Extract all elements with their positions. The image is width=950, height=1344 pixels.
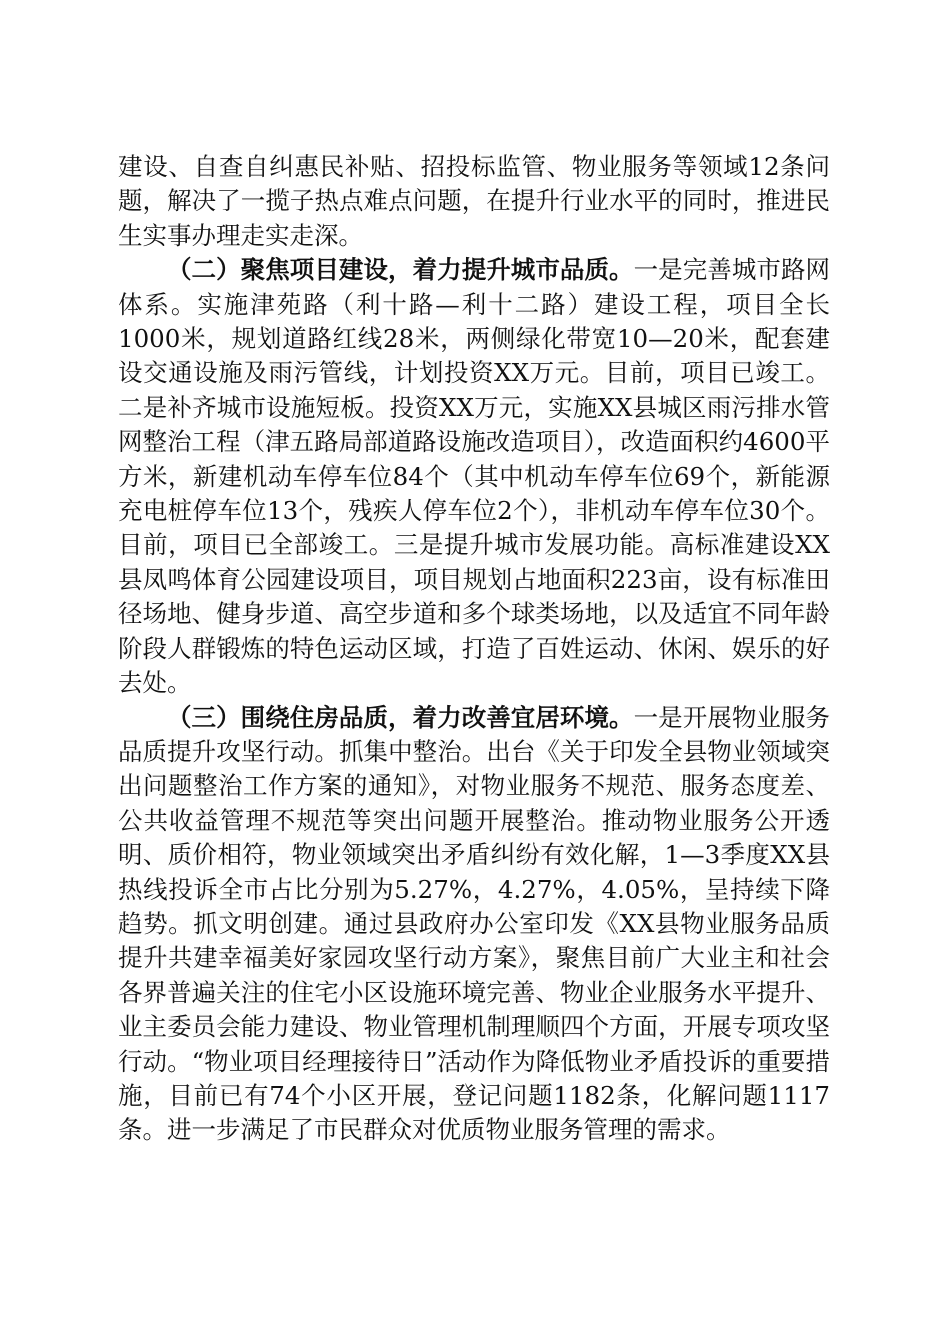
document-page [118,150,830,1148]
paragraph-1 [118,150,830,253]
paragraph-2-text: 一是完善城市路网体系。实施津苑路（利十路—利十二路）建设工程，项目全长1000米，规划道路红线28米，两侧绿化带宽10—20米，配套建设交通设施及雨污管线，计划投资XX万元。目前，项目已竣工。二是补齐城市设施短板。投资XX万元，实施XX县城区雨污排水管网整治工程（津五路局部道路设施改造项目），改造面积约4600平方米，新建机动车停车位84个（其中机动车停车位69个，新能源充电桩停车位13个，残疾人停车位2个），非机动车停车位30个。目前，项目已全部竣工。三是提升城市发展功能。高标准建设XX县凤鸣体育公园建设项目，项目规划占地面积223亩，设有标准田径场地、健身步道、高空步道和多个球类场地，以及适宜不同年龄阶段人群锻炼的特色运动区域，打造了百姓运动、休闲、娱乐的好去处。 [118,255,831,698]
paragraph-2 [118,253,830,700]
paragraph-3 [118,701,830,1148]
paragraph-2-heading: （二）聚焦项目建设，着力提升城市品质。 [167,255,634,285]
paragraph-1-text: 建设、自查自纠惠民补贴、招投标监管、物业服务等领域12条问题，解决了一揽子热点难点问题，在提升行业水平的同时，推进民生实事办理走实走深。 [118,152,830,250]
paragraph-3-heading: （三）围绕住房品质，着力改善宜居环境。 [167,702,634,732]
paragraph-3-text: 一是开展物业服务品质提升攻坚行动。抓集中整治。出台《关于印发全县物业领域突出问题整治工作方案的通知》，对物业服务不规范、服务态度差、公共收益管理不规范等突出问题开展整治。推动物业服务公开透明、质价相符，物业领域突出矛盾纠纷有效化解，1—3季度XX县热线投诉全市占比分别为5.27%，4.27%，4.05%，呈持续下降趋势。抓文明创建。通过县政府办公室印发《XX县物业服务品质提升共建幸福美好家园攻坚行动方案》，聚焦目前广大业主和社会各界普遍关注的住宅小区设施环境完善、物业企业服务水平提升、业主委员会能力建设、物业管理机制理顺四个方面，开展专项攻坚行动。“物业项目经理接待日”活动作为降低物业矛盾投诉的重要措施，目前已有74个小区开展，登记问题1182条，化解问题1117条。进一步满足了市民群众对优质物业服务管理的需求。 [118,702,831,1145]
